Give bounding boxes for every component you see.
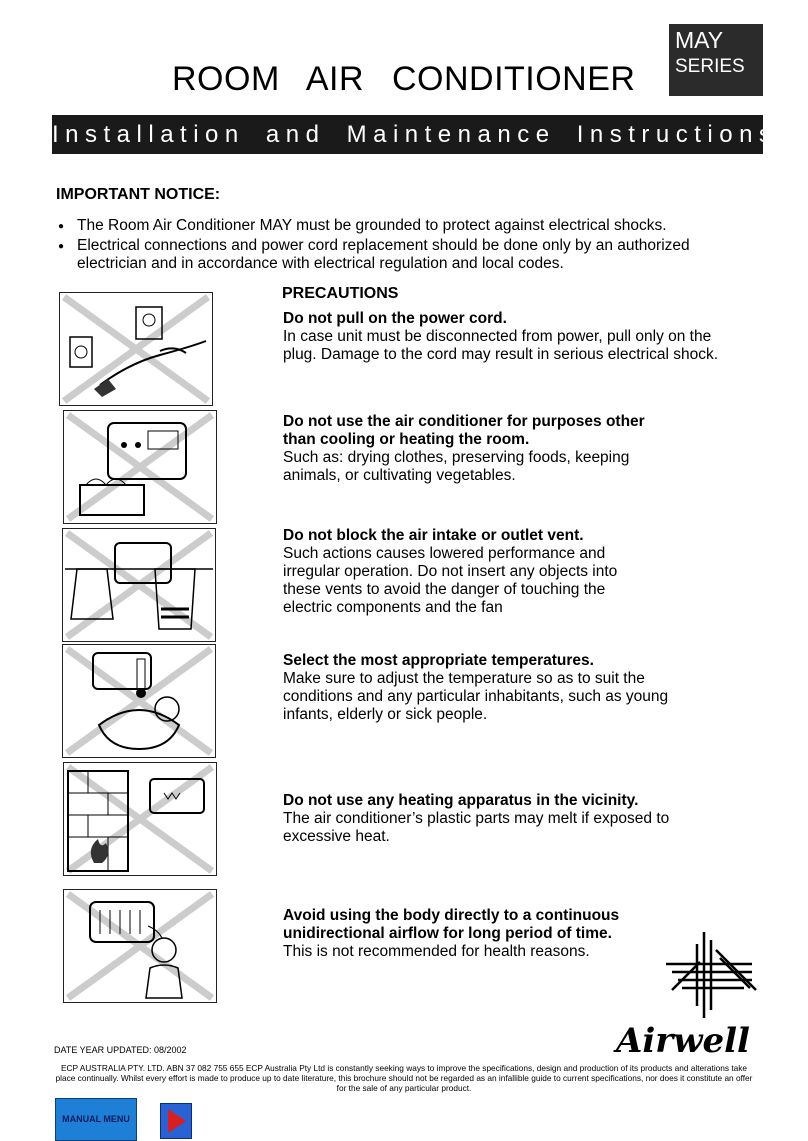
notice-list bbox=[56, 217, 756, 275]
manual-menu-button[interactable]: MANUAL MENU bbox=[55, 1098, 137, 1141]
precaution-heading: Do not pull on the power cord. bbox=[283, 310, 507, 327]
precaution-body: This is not recommended for health reasons. bbox=[283, 943, 590, 960]
notice-title: IMPORTANT NOTICE: bbox=[56, 186, 221, 203]
precaution-heading: Do not use any heating apparatus in the vicinity. bbox=[283, 792, 639, 809]
airwell-logo bbox=[612, 930, 782, 1060]
series-model: MAY bbox=[675, 27, 724, 53]
illustration-temperature bbox=[62, 644, 216, 758]
notice-item: ● Electrical connections and power cord replacement should be done only by an authorized electrician and in accordance with electrical regulation and local codes. bbox=[56, 237, 756, 273]
precaution-heading: Select the most appropriate temperatures. bbox=[283, 652, 594, 669]
precaution-heading: Do not use the air conditioner for purposes other than cooling or heating the room. bbox=[283, 413, 645, 448]
precaution-body: Such as: drying clothes, preserving foods, keeping animals, or cultivating vegetables. bbox=[283, 449, 630, 484]
vents-illustration bbox=[63, 529, 215, 641]
precaution-item bbox=[283, 907, 653, 961]
airwell-logo-mark bbox=[612, 930, 782, 1060]
illustration-vents bbox=[62, 528, 216, 642]
illustration-airflow bbox=[63, 889, 217, 1003]
illustration-heating bbox=[63, 762, 217, 876]
illustration-power-cord bbox=[59, 292, 213, 406]
next-page-button[interactable] bbox=[160, 1103, 192, 1139]
purposes-illustration bbox=[64, 411, 216, 523]
airwell-wordmark: Airwell bbox=[616, 1021, 750, 1060]
heating-illustration bbox=[64, 763, 216, 875]
precaution-item bbox=[283, 413, 678, 485]
series-badge bbox=[669, 24, 763, 96]
series-label: SERIES bbox=[675, 56, 745, 77]
power-cord-illustration bbox=[60, 293, 212, 405]
date-updated: DATE YEAR UPDATED: 08/2002 bbox=[54, 1045, 187, 1055]
document-title: ROOM AIR CONDITIONER bbox=[172, 60, 636, 98]
temperature-illustration bbox=[63, 645, 215, 757]
precaution-heading: Avoid using the body directly to a continuous unidirectional airflow for long period of time. bbox=[283, 907, 620, 942]
precaution-heading: Do not block the air intake or outlet vent. bbox=[283, 527, 584, 544]
precaution-item bbox=[283, 652, 683, 724]
play-triangle-icon bbox=[161, 1104, 191, 1138]
precaution-item bbox=[283, 310, 743, 364]
notice-item: ● The Room Air Conditioner MAY must be grounded to protect against electrical shocks. bbox=[56, 217, 756, 235]
subtitle-banner: Installation and Maintenance Instructions bbox=[52, 115, 763, 154]
precaution-body: In case unit must be disconnected from power, pull only on the plug. Damage to the cord may result in serious electrical shock. bbox=[283, 328, 719, 363]
precaution-body: The air conditioner’s plastic parts may melt if exposed to excessive heat. bbox=[283, 810, 670, 845]
precaution-item bbox=[283, 527, 653, 617]
airflow-illustration bbox=[64, 890, 216, 1002]
precaution-item bbox=[283, 792, 683, 846]
precaution-body: Make sure to adjust the temperature so as to suit the conditions and any particular inhabitants, such as young infants, elderly or sick people. bbox=[283, 670, 669, 723]
precautions-title: PRECAUTIONS bbox=[282, 285, 399, 302]
illustration-purposes bbox=[63, 410, 217, 524]
legal-disclaimer: ECP AUSTRALIA PTY. LTD. ABN 37 082 755 655 ECP Australia Pty Ltd is constantly seeking ways to improve the specifications, design and production of its products and alterations take place continually. Whilst every effort is made to produce up to date literature, this brochure should not be regarded as an infallible guide to current specifications, nor does it constitute an offer for the sale of any particular product. bbox=[55, 1063, 753, 1093]
precaution-body: Such actions causes lowered performance and irregular operation. Do not insert any objects into these vents to avoid the danger of touching the electric components and the fan bbox=[283, 545, 618, 616]
